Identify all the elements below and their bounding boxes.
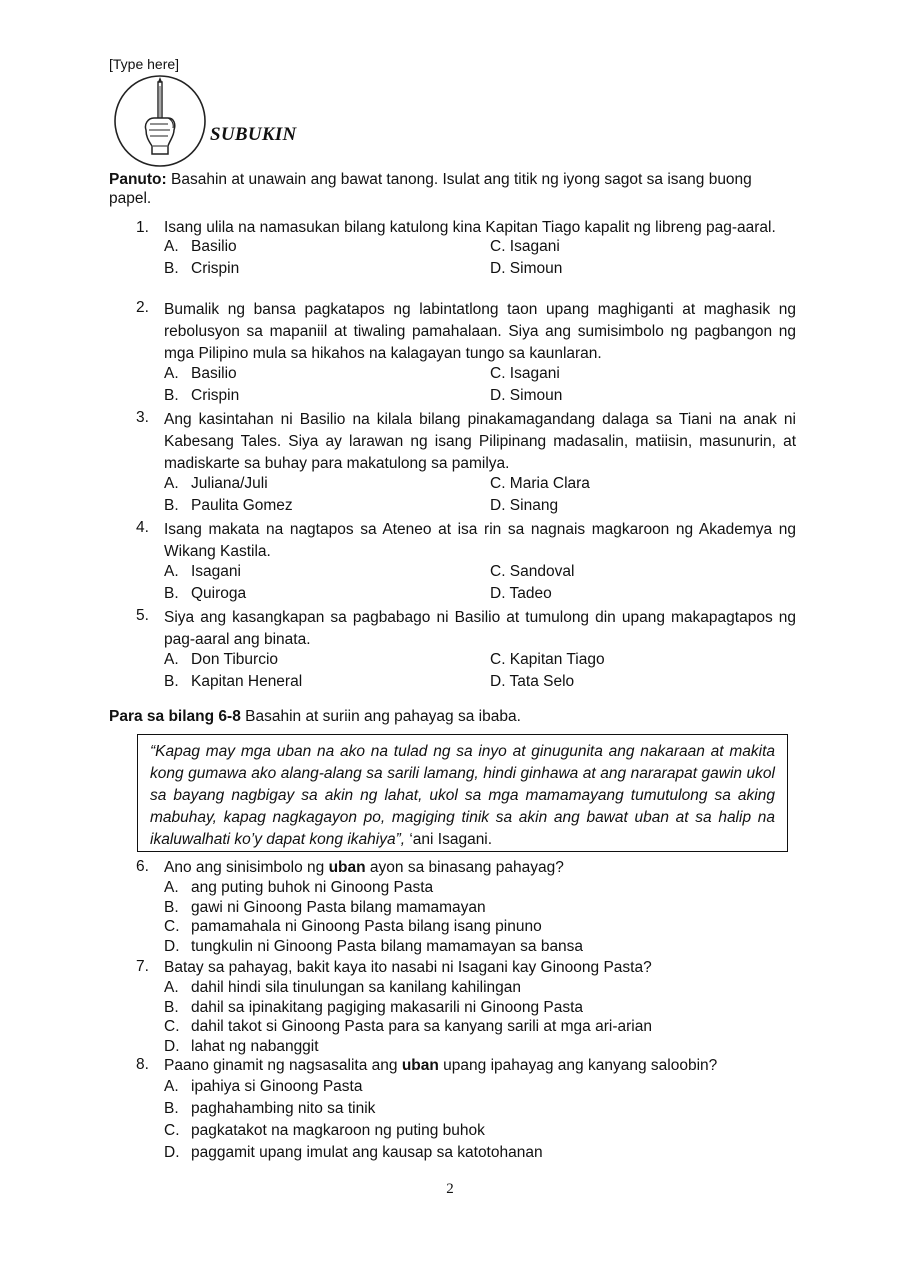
question-stem: Ano ang sinisimbolo ng uban ayon sa binasang pahayag? — [164, 859, 564, 876]
question-stem: Siya ang kasangkapan sa pagbabago ni Basilio at tumulong din upang makapagtapos ng pag-aaral ang binata. — [164, 609, 796, 648]
directions — [109, 170, 789, 208]
choice-b: B. Crispin — [164, 260, 240, 277]
option-b: B. gawi ni Ginoong Pasta bilang mamamayan — [164, 898, 486, 916]
choice-b: B. Crispin — [164, 387, 240, 404]
question-number: 4. — [136, 519, 149, 536]
question-stem: Ang kasintahan ni Basilio na kilala bilang pinakamagandang dalaga sa Tiani na anak ni Kabesang Tales. Siya ay larawan ng isang Pilipinang madasalin, matiisin, masunurin, at madiskarte sa buhay para makatulong sa pamilya. — [164, 411, 796, 472]
choice-b: B. Quiroga — [164, 585, 247, 602]
option-d: D. tungkulin ni Ginoong Pasta bilang mamamayan sa bansa — [164, 937, 584, 955]
choice-c: C. Maria Clara — [490, 475, 590, 492]
question-7 — [136, 958, 796, 1056]
choices — [164, 475, 796, 519]
option-b: B. dahil sa ipinakitang pagiging makasarili ni Ginoong Pasta — [164, 998, 584, 1016]
choice-c: C. Isagani — [490, 365, 560, 382]
option-d: D. paggamit upang imulat ang kausap sa katotohanan — [164, 1144, 543, 1161]
choices — [164, 237, 796, 281]
question-2 — [136, 299, 796, 409]
directions-text: Basahin at unawain ang bawat tanong. Isulat ang titik ng iyong sagot sa isang buong papel. — [109, 171, 752, 207]
choice-a: A. Isagani — [164, 563, 241, 580]
choice-d: D. Simoun — [490, 260, 563, 277]
option-a: A. dahil hindi sila tinulungan sa kanilang kahilingan — [164, 979, 522, 996]
question-6 — [136, 858, 796, 956]
section-title: SUBUKIN — [210, 124, 297, 145]
option-c: C. pagkatakot na magkaroon ng puting buhok — [164, 1122, 485, 1139]
choice-d: D. Tata Selo — [490, 673, 575, 690]
question-5 — [136, 607, 796, 695]
choices — [164, 651, 796, 695]
directions-label: Panuto: — [109, 171, 167, 188]
question-number: 3. — [136, 409, 149, 426]
question-number: 8. — [136, 1056, 149, 1073]
question-stem: Paano ginamit ng nagsasalita ang uban upang ipahayag ang kanyang saloobin? — [164, 1057, 718, 1074]
option-a: A. ang puting buhok ni Ginoong Pasta — [164, 879, 434, 896]
choices — [164, 563, 796, 607]
question-number: 2. — [136, 299, 149, 316]
header-placeholder: [Type here] — [109, 56, 180, 72]
passage-quote: “Kapag may mga uban na ako na tulad ng sa inyo at ginugunita ang nakaraan at makita kong gumawa ako alang-alang sa sarili lamang, hindi ginhawa at ang nararapat gawin ukol sa bayang nagbigay sa akin ng lahat, ukol sa mga mamamayang tumutulong sa aking mabuhay, kapag nagkagayon po, magiging tinik sa akin ang bawat uban at sa halip na ikaluwalhati ko’y dapat kong ikahiya”, — [150, 743, 775, 848]
passage-intro-text: Basahin at suriin ang pahayag sa ibaba. — [240, 708, 521, 725]
choice-a: A. Juliana/Juli — [164, 475, 268, 492]
option-c: C. dahil takot si Ginoong Pasta para sa kanyang sarili at mga ari-arian — [164, 1018, 652, 1035]
option-b: B. paghahambing nito sa tinik — [164, 1100, 376, 1117]
question-3 — [136, 409, 796, 519]
option-c: C. pamamahala ni Ginoong Pasta bilang isang pinuno — [164, 918, 542, 935]
choice-a: A. Don Tiburcio — [164, 651, 279, 668]
choice-b: B. Paulita Gomez — [164, 497, 293, 514]
question-stem: Isang ulila na namasukan bilang katulong kina Kapitan Tiago kapalit ng libreng pag-aaral. — [164, 219, 776, 236]
choice-d: D. Tadeo — [490, 585, 552, 602]
question-number: 5. — [136, 607, 149, 624]
question-number: 7. — [136, 958, 149, 975]
question-stem: Isang makata na nagtapos sa Ateneo at isa rin sa nagnais magkaroon ng Akademya ng Wikang Kastila. — [164, 521, 796, 560]
passage-box — [137, 734, 788, 852]
option-d: D. lahat ng nabanggit — [164, 1037, 319, 1055]
passage-intro-label: Para sa bilang 6-8 — [109, 708, 241, 725]
question-stem: Bumalik ng bansa pagkatapos ng labintatlong taon upang maghiganti at maghasik ng rebolusyon sa mapaniil at tiwaling pamahalaan. Siya ang sumisimbolo ng pagbangon ng mga Pilipino mula sa hikahos na kalagayan tungo sa kaunlaran. — [164, 301, 796, 362]
hand-holding-pencil-icon — [112, 74, 208, 168]
question-number: 1. — [136, 219, 149, 236]
page-number: 2 — [446, 1181, 454, 1197]
choice-d: D. Simoun — [490, 387, 563, 404]
choice-a: A. Basilio — [164, 238, 237, 255]
question-stem: Batay sa pahayag, bakit kaya ito nasabi ni Isagani kay Ginoong Pasta? — [164, 959, 652, 976]
choice-a: A. Basilio — [164, 365, 237, 382]
passage-attribution: ‘ani Isagani. — [405, 831, 493, 848]
choice-b: B. Kapitan Heneral — [164, 673, 303, 690]
choice-c: C. Isagani — [490, 238, 560, 255]
question-4 — [136, 519, 796, 607]
question-8 — [136, 1056, 796, 1164]
question-number: 6. — [136, 858, 149, 875]
option-a: A. ipahiya si Ginoong Pasta — [164, 1078, 363, 1095]
choice-c: C. Sandoval — [490, 563, 575, 580]
choice-d: D. Sinang — [490, 497, 559, 514]
passage-intro — [109, 708, 521, 726]
choice-c: C. Kapitan Tiago — [490, 651, 605, 668]
choices — [164, 365, 796, 409]
question-1 — [136, 219, 796, 281]
